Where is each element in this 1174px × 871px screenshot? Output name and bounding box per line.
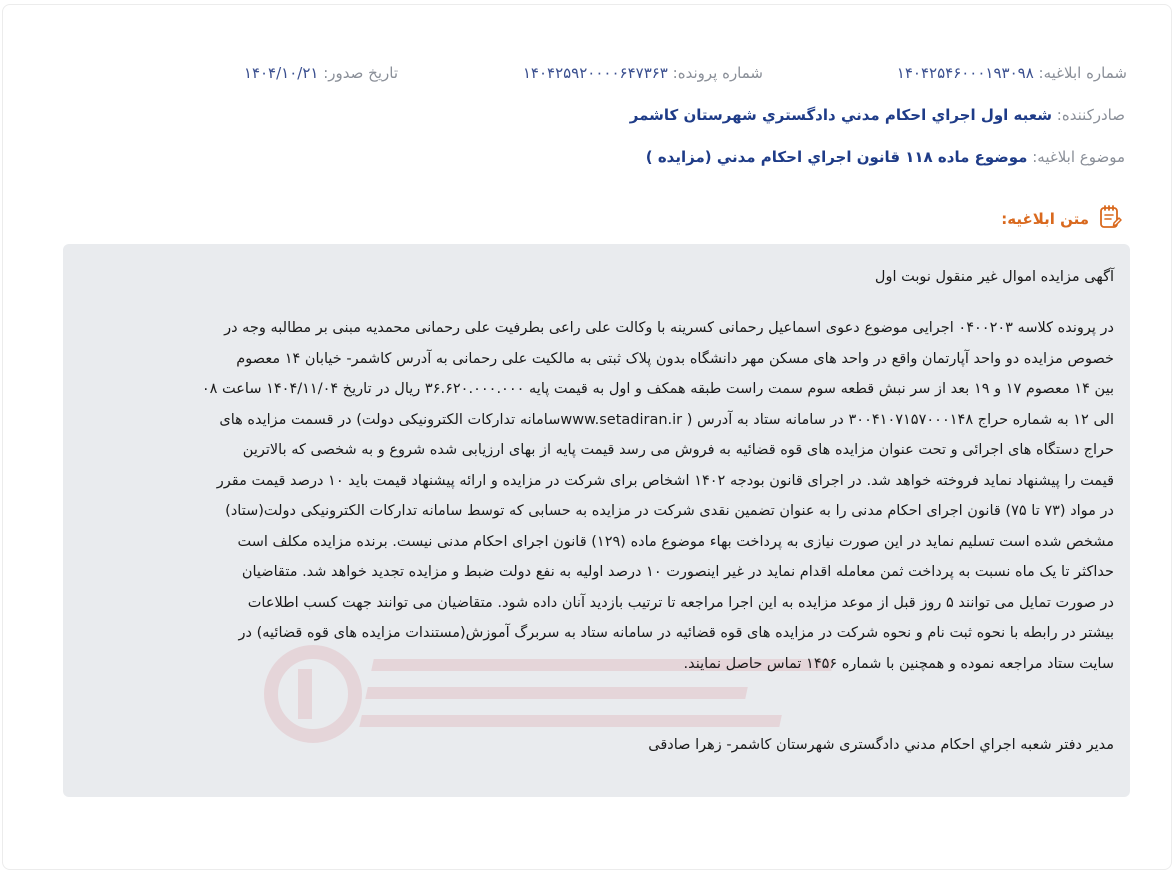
notice-line: مشخص شده است تسلیم نماید در این صورت نیازی به پرداخت بهاء موضوع ماده (۱۲۹) قانون اجرای احکام مدنی نیست. برنده مزایده مکلف است [237,533,1114,550]
notice-line: الی ۱۲ به شماره حراج ۳۰۰۴۱۰۷۱۵۷۰۰۰۱۴۸ در سامانه ستاد به آدرس ( www.setadiran.irسامانه تدارکات الکترونیکی دولت) در قسمت مزایده های [219,411,1114,428]
notice-number [897,64,1127,82]
notice-line: در صورت تمایل می توانند ۵ روز قبل از موعد مزایده به این اجرا مراجعه تا ترتیب بازدید آنان داده شود. متقاضیان می توانند جهت کسب اطلاعات [247,594,1114,611]
document-text-icon [1097,204,1123,234]
subject-label: موضوع ابلاغیه: [1032,148,1125,166]
notice-number-value: ۱۴۰۴۲۵۴۶۰۰۰۱۹۳۰۹۸ [896,64,1034,82]
notice-text-title: متن ابلاغیه: [1001,210,1089,228]
notice-line: حراج دستگاه های اجرائی و تحت عنوان مزایده های قوه قضائیه به فروش می رسد قیمت پایه از بهای ارزیابی شده شروع و به شخصی که بالاترین [242,442,1114,458]
notice-line: در مواد (۷۳ تا ۷۵) قانون اجرای احکام مدنی را به عنوان تضمین نقدی شرکت در مزایده به حسابی که توسط سامانه تدارکات الکترونیکی دولت(ستاد) [225,503,1114,519]
notice-paragraph [80,313,1114,679]
notice-text-box [63,244,1130,797]
issue-date [244,64,398,82]
issuer [630,106,1125,124]
notice-signature: مدیر دفتر شعبه اجراي احكام مدني دادگستری شهرستان کاشمر- زهرا صادقی [648,737,1114,753]
case-number-value: ۱۴۰۴۲۵۹۲۰۰۰۰۶۴۷۳۶۳ [522,64,668,82]
notice-line: خصوص مزایده دو واحد آپارتمان واقع در واحد های مسکن مهر دانشگاه بدون پلاک ثبتی به مالکیت علی رحمانی به آدرس کاشمر- خیابان ۱۴ معصوم [236,350,1114,367]
notice-card [2,4,1172,870]
notice-line: بین ۱۴ معصوم ۱۷ و ۱۹ بعد از سر نبش قطعه سوم سمت راست طبقه همکف و اول به قیمت پایه ۳۶.۶۲۰.۰۰۰.۰۰۰ ریال در تاریخ ۱۴۰۴/۱۱/۰۴ ساعت ۰۸ [201,381,1114,397]
issue-date-label: تاریخ صدور: [323,64,398,82]
notice-line: سایت ستاد مراجعه نموده و همچنین با شماره ۱۴۵۶ تماس حاصل نمایند. [683,655,1114,672]
notice-line: بیشتر در رابطه با نحوه ثبت نام و نحوه شرکت در مزایده های قوه قضائیه در سامانه ستاد به سربرگ آموزش(مستندات مزایده های قوه قضائیه) در [238,625,1114,641]
issuer-value: شعبه اول اجراي احكام مدني دادگستري شهرستان كاشمر [629,106,1052,124]
notice-text-section-title [1001,206,1123,232]
notice-heading: آگهی مزایده اموال غیر منقول نوبت اول [874,269,1114,285]
subject-value: موضوع ماده ۱۱۸ قانون اجراي احكام مدني (مزایده ) [645,148,1028,166]
case-number-label: شماره پرونده: [672,64,763,82]
notice-line: حداکثر تا یک ماه نسبت به پرداخت ثمن معامله اقدام نماید در غیر اینصورت ۱۰ درصد اولیه به نفع دولت ضبط و مزایده تجدید خواهد شد. متقاضیان [241,564,1114,580]
notice-line: در پرونده کلاسه ۰۴۰۰۲۰۳ اجرایی موضوع دعوی اسماعیل رحمانی کسرینه با وکالت علی راعی بطرفیت علی رحمانی محمدیه مبنی بر مطالبه وجه در [224,320,1114,336]
notice-subject [646,148,1125,166]
case-number [523,64,763,82]
issuer-label: صادرکننده: [1056,106,1125,124]
notice-number-label: شماره ابلاغیه: [1038,64,1127,82]
issue-date-value: ۱۴۰۴/۱۰/۲۱ [243,64,319,82]
notice-line: قیمت را پیشنهاد نماید فروخته خواهد شد. در اجرای قانون بودجه ۱۴۰۲ اشخاص برای شرکت در مزایده و ارائه پیشنهاد قیمت باید ۱۰ درصد قیمت مقرر [216,472,1114,489]
